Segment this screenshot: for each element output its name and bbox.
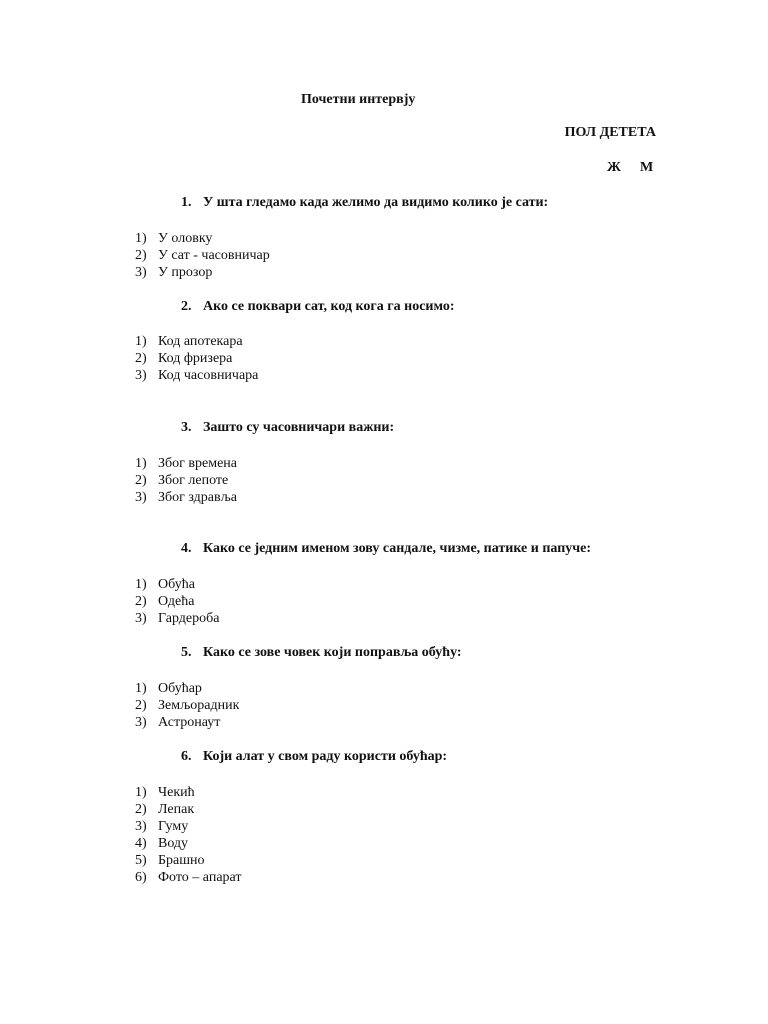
answer-number: 3) [135, 611, 147, 626]
list-item [135, 264, 270, 281]
list-item [135, 869, 242, 886]
question-number: 2. [181, 299, 192, 314]
question-3 [181, 420, 394, 436]
list-item [135, 230, 270, 247]
question-number: 5. [181, 645, 192, 660]
answer-text: Обућар [158, 681, 202, 696]
answer-text: Због здравља [158, 490, 237, 505]
answer-text: Чекић [158, 785, 195, 800]
question-4 [181, 541, 591, 557]
answer-number: 1) [135, 577, 147, 592]
page-title: Почетни интервју [301, 92, 416, 107]
answer-number: 3) [135, 265, 147, 280]
answer-text: У сат - часовничар [158, 248, 270, 263]
answer-list-5 [135, 680, 239, 731]
answer-text: Брашно [158, 853, 205, 868]
list-item [135, 576, 219, 593]
list-item [135, 333, 258, 350]
answer-number: 2) [135, 473, 147, 488]
question-number: 1. [181, 195, 192, 210]
question-number: 4. [181, 541, 192, 556]
answer-list-4 [135, 576, 219, 627]
answer-text: Код апотекара [158, 334, 243, 349]
question-text: Који алат у свом раду користи обућар: [203, 749, 448, 764]
gender-female: Ж [607, 160, 621, 175]
list-item [135, 784, 242, 801]
list-item [135, 593, 219, 610]
question-6 [181, 749, 447, 765]
answer-text: Фото – апарат [158, 870, 242, 885]
answer-text: У оловку [158, 231, 213, 246]
answer-number: 3) [135, 490, 147, 505]
answer-number: 1) [135, 785, 147, 800]
answer-number: 4) [135, 836, 147, 851]
list-item [135, 697, 239, 714]
answer-text: Воду [158, 836, 189, 851]
answer-text: Одећа [158, 594, 195, 609]
list-item [135, 852, 242, 869]
answer-text: Код часовничара [158, 368, 259, 383]
question-number: 6. [181, 749, 192, 764]
answer-list-1 [135, 230, 270, 281]
question-text: Како се једним именом зову сандале, чизме, патике и папуче: [203, 541, 592, 556]
list-item [135, 367, 258, 384]
list-item [135, 714, 239, 731]
answer-number: 6) [135, 870, 147, 885]
answer-list-6 [135, 784, 242, 886]
answer-text: Лепак [158, 802, 195, 817]
child-gender-label: ПОЛ ДЕТЕТА [564, 125, 656, 140]
list-item [135, 680, 239, 697]
gender-male: М [640, 160, 654, 175]
list-item [135, 818, 242, 835]
answer-number: 1) [135, 681, 147, 696]
answer-text: Гуму [158, 819, 189, 834]
answer-text: Астронаут [158, 715, 221, 730]
answer-text: Земљорадник [158, 698, 240, 713]
answer-number: 1) [135, 334, 147, 349]
question-text: У шта гледамо када желимо да видимо колико је сати: [203, 195, 549, 210]
answer-number: 2) [135, 594, 147, 609]
list-item [135, 455, 237, 472]
answer-number: 3) [135, 819, 147, 834]
answer-number: 3) [135, 715, 147, 730]
question-5 [181, 645, 462, 661]
answer-text: Због времена [158, 456, 237, 471]
answer-number: 2) [135, 248, 147, 263]
list-item [135, 610, 219, 627]
answer-text: Због лепоте [158, 473, 229, 488]
answer-number: 2) [135, 351, 147, 366]
answer-list-3 [135, 455, 237, 506]
answer-number: 2) [135, 698, 147, 713]
answer-number: 3) [135, 368, 147, 383]
question-text: Како се зове човек који поправља обућу: [203, 645, 462, 660]
list-item [135, 835, 242, 852]
question-text: Зашто су часовничари важни: [203, 420, 395, 435]
answer-number: 5) [135, 853, 147, 868]
answer-number: 2) [135, 802, 147, 817]
answer-number: 1) [135, 456, 147, 471]
answer-text: Обућа [158, 577, 195, 592]
answer-text: У прозор [158, 265, 213, 280]
question-2 [181, 299, 455, 315]
answer-text: Гардероба [158, 611, 220, 626]
list-item [135, 489, 237, 506]
question-number: 3. [181, 420, 192, 435]
answer-list-2 [135, 333, 258, 384]
answer-number: 1) [135, 231, 147, 246]
list-item [135, 472, 237, 489]
list-item [135, 350, 258, 367]
question-text: Ако се поквари сат, код кога га носимо: [203, 299, 455, 314]
answer-text: Код фризера [158, 351, 233, 366]
question-1 [181, 195, 548, 211]
list-item [135, 801, 242, 818]
list-item [135, 247, 270, 264]
